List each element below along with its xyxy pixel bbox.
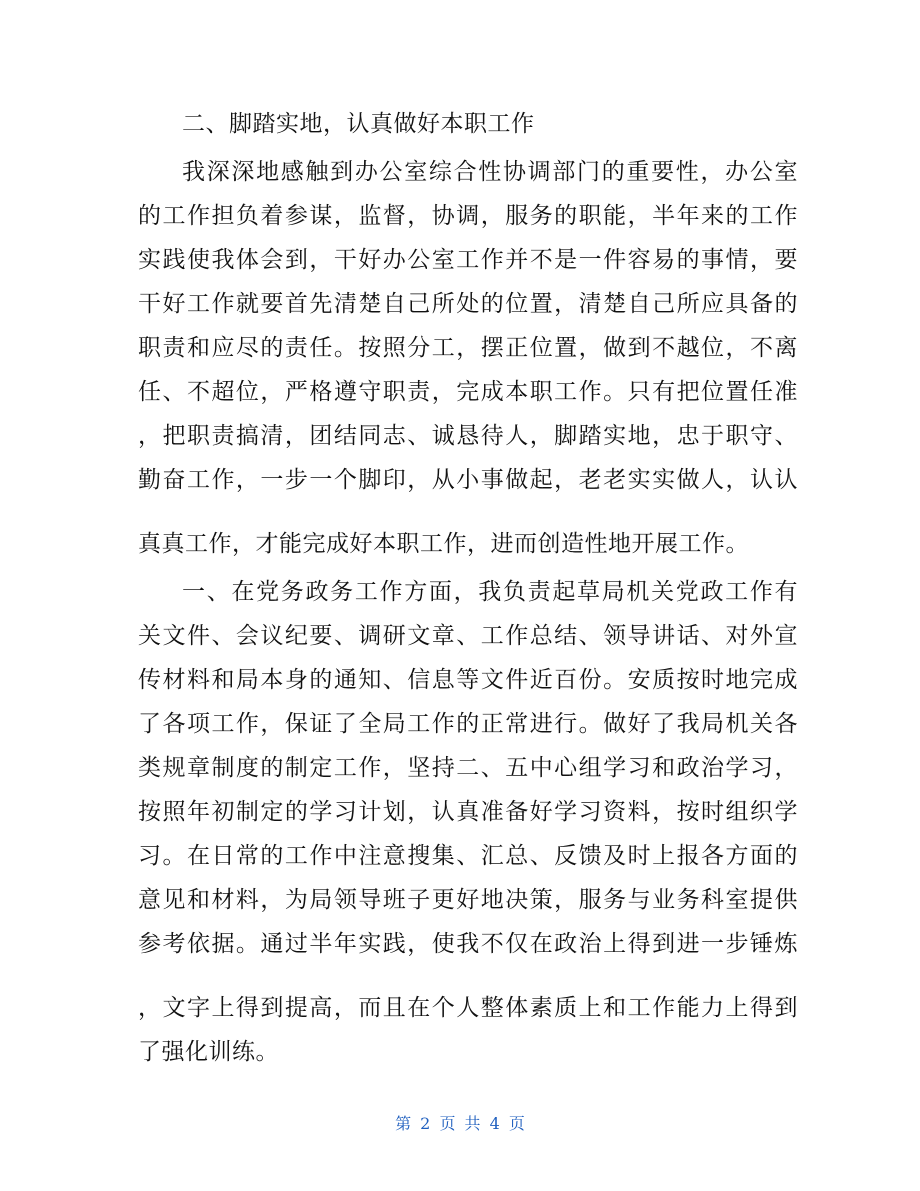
paragraph-line: 干好工作就要首先清楚自己所处的位置，清楚自己所应具备的 [138, 291, 798, 317]
paragraph-line: 真真工作，才能完成好本职工作，进而创造性地开展工作。 [138, 531, 749, 557]
paragraph-line: 了各项工作，保证了全局工作的正常进行。做好了我局机关各 [138, 711, 798, 737]
paragraph-line: 参考依据。通过半年实践，使我不仅在政治上得到进一步锤炼 [138, 931, 798, 957]
section-heading: 二、脚踏实地，认真做好本职工作 [182, 111, 535, 137]
paragraph-line: 任、不超位，严格遵守职责，完成本职工作。只有把位置任准 [138, 379, 798, 405]
paragraph-line: 了强化训练。 [138, 1039, 279, 1065]
paragraph-line: 按照年初制定的学习计划，认真准备好学习资料，按时组织学 [138, 799, 798, 825]
paragraph-line: 实践使我体会到，干好办公室工作并不是一件容易的事情，要 [138, 247, 798, 273]
paragraph-line: 的工作担负着参谋，监督，协调，服务的职能，半年来的工作 [138, 203, 798, 229]
paragraph-line: 习。在日常的工作中注意搜集、汇总、反馈及时上报各方面的 [138, 843, 798, 869]
paragraph-line: 我深深地感触到办公室综合性协调部门的重要性，办公室 [182, 159, 798, 185]
paragraph-line: 意见和材料，为局领导班子更好地决策，服务与业务科室提供 [138, 887, 798, 913]
paragraph-line: 关文件、会议纪要、调研文章、工作总结、领导讲话、对外宣 [138, 623, 798, 649]
paragraph-line: ，把职责搞清，团结同志、诚恳待人，脚踏实地，忠于职守、 [138, 423, 798, 449]
paragraph-line: 类规章制度的制定工作，坚持二、五中心组学习和政治学习， [138, 755, 798, 781]
page-number-footer: 第 2 页 共 4 页 [395, 1114, 525, 1133]
paragraph-line: 一、在党务政务工作方面，我负责起草局机关党政工作有 [182, 579, 798, 605]
paragraph-line: 职责和应尽的责任。按照分工，摆正位置，做到不越位，不离 [138, 335, 798, 361]
paragraph-line: ，文字上得到提高，而且在个人整体素质上和工作能力上得到 [138, 995, 798, 1021]
paragraph-line: 传材料和局本身的通知、信息等文件近百份。安质按时地完成 [138, 667, 798, 693]
paragraph-line: 勤奋工作，一步一个脚印，从小事做起，老老实实做人，认认 [138, 467, 798, 493]
